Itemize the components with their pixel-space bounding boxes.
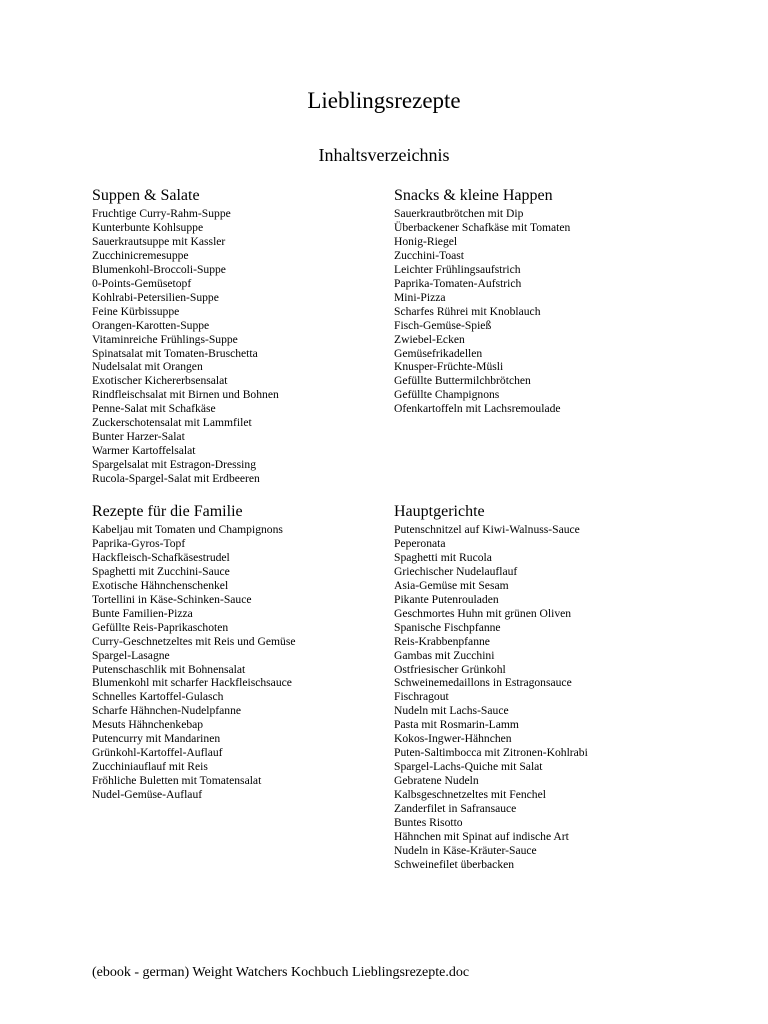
section-hauptgerichte [394,502,588,872]
recipe-item: Gambas mit Zucchini [394,648,495,662]
recipe-list [394,523,588,872]
recipe-item: Rindfleischsalat mit Birnen und Bohnen [92,388,279,402]
recipe-item: Scharfe Hähnchen-Nudelpfanne [92,704,242,718]
recipe-item: Bunte Familien-Pizza [92,606,193,620]
recipe-item: Zucchini-Toast [394,248,465,262]
recipe-item: Kohlrabi-Petersilien-Suppe [92,290,219,304]
recipe-item: Spinatsalat mit Tomaten-Bruschetta [92,346,258,360]
recipe-item: Pikante Putenrouladen [394,592,499,606]
document-footer: (ebook - german) Weight Watchers Kochbuch Lieblingsrezepte.doc [92,965,470,980]
recipe-item: Blumenkohl mit scharfer Hackfleischsauce [92,676,292,690]
recipe-item: Gefüllte Champignons [394,388,500,402]
recipe-item: Asia-Gemüse mit Sesam [394,578,509,592]
recipe-item: Grünkohl-Kartoffel-Auflauf [92,746,223,760]
recipe-item: Paprika-Tomaten-Aufstrich [394,276,522,290]
recipe-item: Pasta mit Rosmarin-Lamm [394,718,519,732]
recipe-item: Kunterbunte Kohlsuppe [92,220,204,234]
recipe-item: Zanderfilet in Safransauce [394,802,517,816]
section-heading: Snacks & kleine Happen [394,187,553,204]
recipe-item: Fisch-Gemüse-Spieß [394,318,492,332]
recipe-item: Reis-Krabbenpfanne [394,634,490,648]
recipe-item: Gefüllte Reis-Paprikaschoten [92,620,229,634]
recipe-item: Schweinefilet überbacken [394,857,515,871]
recipe-item: Kokos-Ingwer-Hähnchen [394,732,512,746]
recipe-item: Peperonata [394,536,446,550]
recipe-item: Sauerkrautsuppe mit Kassler [92,234,226,248]
recipe-item: Nudelsalat mit Orangen [92,360,203,374]
recipe-item: Paprika-Gyros-Topf [92,536,186,550]
recipe-item: Sauerkrautbrötchen mit Dip [394,207,524,220]
recipe-item: Hähnchen mit Spinat auf indische Art [394,829,569,843]
recipe-item: Zucchiniauflauf mit Reis [92,760,208,774]
recipe-item: Mesuts Hähnchenkebap [92,718,204,732]
recipe-item: Nudeln mit Lachs-Sauce [394,704,509,718]
toc-heading: Inhaltsverzeichnis [318,145,450,165]
recipe-list [394,207,570,416]
recipe-item: Schweinemedaillons in Estragonsauce [394,676,572,690]
recipe-item: Zuckerschotensalat mit Lammfilet [92,416,252,430]
recipe-item: Gemüsefrikadellen [394,346,483,360]
recipe-item: Vitaminreiche Frühlings-Suppe [92,332,238,346]
recipe-item: Zucchinicremesuppe [92,248,189,262]
recipe-item: Spanische Fischpfanne [394,620,501,634]
section-heading: Hauptgerichte [394,503,485,520]
recipe-item: Mini-Pizza [394,290,446,304]
recipe-item: Überbackener Schafkäse mit Tomaten [394,220,571,234]
recipe-item: Nudeln in Käse-Kräuter-Sauce [394,843,537,857]
recipe-item: Fröhliche Buletten mit Tomatensalat [92,774,262,788]
recipe-list [92,207,279,486]
recipe-item: Blumenkohl-Broccoli-Suppe [92,262,226,276]
recipe-item: Fruchtige Curry-Rahm-Suppe [92,207,231,220]
recipe-item: Gebratene Nudeln [394,774,479,788]
recipe-item: Putencurry mit Mandarinen [92,732,221,746]
recipe-item: Nudel-Gemüse-Auflauf [92,788,203,802]
recipe-item: Leichter Frühlingsaufstrich [394,262,521,276]
recipe-item: Putenschaschlik mit Bohnensalat [92,662,246,676]
recipe-item: Spargel-Lasagne [92,648,170,662]
recipe-item: Scharfes Rührei mit Knoblauch [394,304,541,318]
section-snacks-kleine-happen [394,186,570,416]
recipe-item: Penne-Salat mit Schafkäse [92,402,216,416]
recipe-item: Schnelles Kartoffel-Gulasch [92,690,224,704]
recipe-item: Curry-Geschnetzeltes mit Reis und Gemüse [92,634,296,648]
section-heading: Rezepte für die Familie [92,503,243,520]
recipe-item: Kalbsgeschnetzeltes mit Fenchel [394,788,546,802]
recipe-item: Feine Kürbissuppe [92,304,180,318]
recipe-item: Spaghetti mit Zucchini-Sauce [92,564,230,578]
recipe-item: Zwiebel-Ecken [394,332,465,346]
recipe-item: Puten-Saltimbocca mit Zitronen-Kohlrabi [394,746,588,760]
section-suppen-salate [92,186,279,486]
recipe-item: Spaghetti mit Rucola [394,550,492,564]
recipe-item: Geschmortes Huhn mit grünen Oliven [394,606,572,620]
recipe-item: Honig-Riegel [394,234,458,248]
recipe-list [92,523,296,802]
recipe-item: Ostfriesischer Grünkohl [394,662,506,676]
recipe-item: Fischragout [394,690,449,704]
recipe-item: Ofenkartoffeln mit Lachsremoulade [394,402,561,416]
recipe-item: Orangen-Karotten-Suppe [92,318,210,332]
recipe-item: Knusper-Früchte-Müsli [394,360,504,374]
recipe-item: Exotischer Kichererbsensalat [92,374,228,388]
recipe-item: Kabeljau mit Tomaten und Champignons [92,523,283,536]
recipe-item: Spargel-Lachs-Quiche mit Salat [394,760,543,774]
section-rezepte-familie [92,502,296,802]
recipe-item: Putenschnitzel auf Kiwi-Walnuss-Sauce [394,523,580,536]
recipe-item: 0-Points-Gemüsetopf [92,276,192,290]
recipe-item: Griechischer Nudelauflauf [394,564,518,578]
recipe-item: Hackfleisch-Schafkäsestrudel [92,550,230,564]
recipe-item: Exotische Hähnchenschenkel [92,578,229,592]
page-title: Lieblingsrezepte [307,88,461,113]
recipe-item: Rucola-Spargel-Salat mit Erdbeeren [92,472,260,486]
recipe-item: Tortellini in Käse-Schinken-Sauce [92,592,252,606]
recipe-item: Gefüllte Buttermilchbrötchen [394,374,531,388]
recipe-item: Bunter Harzer-Salat [92,430,185,444]
recipe-item: Warmer Kartoffelsalat [92,444,196,458]
recipe-item: Spargelsalat mit Estragon-Dressing [92,458,256,472]
recipe-item: Buntes Risotto [394,816,463,830]
section-heading: Suppen & Salate [92,187,200,204]
